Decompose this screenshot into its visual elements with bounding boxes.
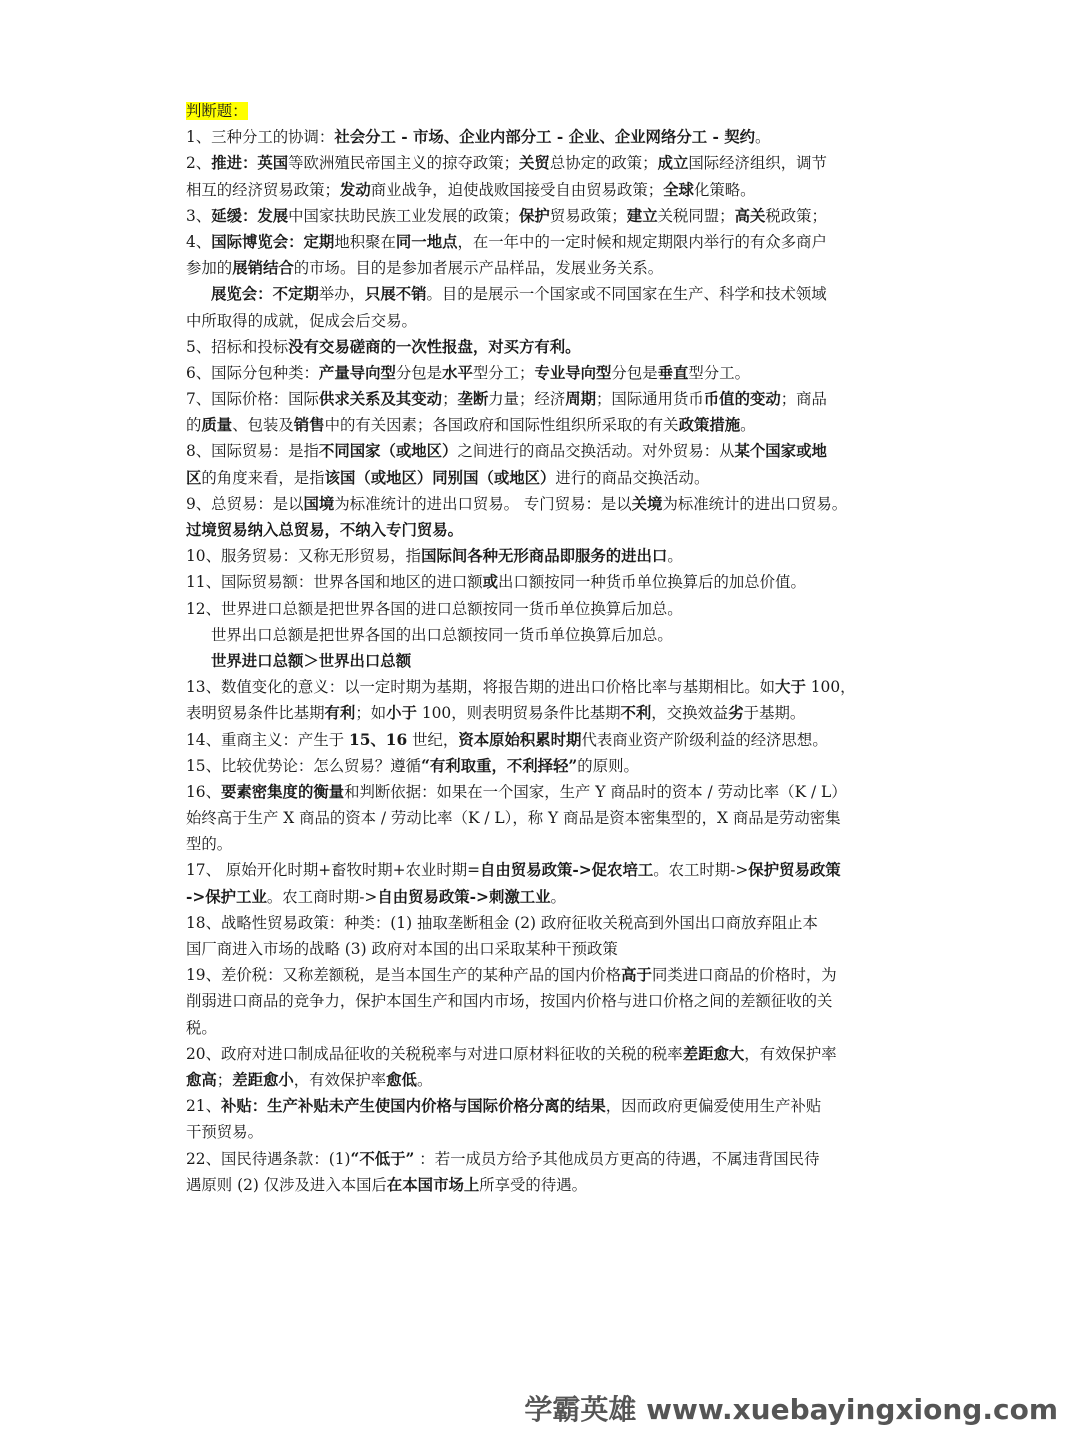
bold-text: 或 [482,573,499,592]
bold-text: 过境贸易纳入总贸易，不纳入专门贸易。 [186,521,464,539]
bold-text: 劣 [728,704,744,723]
bold-text: 只展不销 [364,285,427,304]
text-line [186,308,898,334]
text-segment: 等欧洲殖民帝国主义的掠夺政策； [288,154,520,173]
bold-text: 质量 [201,416,233,435]
bold-text: 垄断 [457,390,489,409]
bold-text: 发动 [339,180,371,199]
text-segment: ；国际通用货币 [596,390,704,409]
text-line [186,988,898,1014]
text-segment: 地积聚在 [334,232,396,251]
bold-text: 高于 [621,966,652,985]
text-line [186,779,898,805]
text-segment: 的角度来看，是指 [201,468,325,487]
text-segment: 。 [667,547,683,566]
text-segment: 。 [550,887,566,906]
text-segment: 中国家扶助民族工业发展的政策； [288,206,520,225]
bold-text: 产量导向型 [318,363,396,382]
bold-text: 展览会：不定期 [211,285,319,304]
bold-text: 社会分工 - 市场、企业内部分工 - 企业、企业网络分工 - 契约 [334,128,756,147]
text-segment: 世纪， [407,730,459,749]
text-segment: 型分工； [472,363,535,382]
text-segment: 同类进口商品的价格时，为 [651,966,837,985]
bold-text: 差距愈大 [682,1044,745,1063]
text-segment: 税政策； [765,206,827,225]
text-segment: 1、三种分工的协调： [186,128,335,147]
document-lines [186,124,898,1198]
bold-text: 小于 [386,704,417,723]
text-segment: 。 [740,416,756,435]
text-segment: 6、国际分包种类： [186,363,319,382]
text-segment: ，因而政府更偏爱使用生产补贴 [605,1097,822,1116]
text-segment: 分包是 [395,363,443,382]
bold-text: 成立 [657,154,689,173]
text-segment: ：若一成员方给予其他成员方更高的待遇，不属违背国民待 [414,1149,820,1168]
bold-text: 国境 [303,494,335,513]
text-segment: 的原则。 [577,756,639,775]
heading-line [186,98,898,124]
text-segment: 中所取得的成就，促成会后交易。 [186,311,417,330]
bold-text: 要素密集度的衡量 [220,782,345,801]
text-segment: 相互的经济贸易政策； [186,180,340,199]
text-line [186,465,898,491]
bold-text: 大于 [775,678,806,697]
text-line [186,229,898,255]
section-heading: 判断题： [186,102,248,120]
text-line [186,177,898,203]
text-segment: 贸易政策； [549,206,627,225]
document-body [186,98,898,1198]
bold-text: 某个国家或地 [734,442,827,461]
text-segment: 分包是 [611,363,658,382]
text-segment: 14、重商主义：产生于 [186,730,349,749]
text-segment: 10、服务贸易：又称无形贸易，指 [186,547,422,566]
text-segment: ； [442,390,458,409]
text-segment: 16、 [186,782,221,801]
text-line [186,1093,898,1119]
bold-text: 垂直 [657,363,689,382]
text-line [186,936,898,962]
text-segment: ； [216,1070,233,1089]
text-segment: 15、比较优势论：怎么贸易？遵循 [186,756,422,775]
text-segment: 税。 [186,1018,217,1037]
text-line [186,622,898,648]
text-segment: 2、 [186,154,212,173]
text-line [186,124,898,150]
text-line [186,648,898,674]
text-segment: 3、 [186,206,212,225]
text-segment: 型分工。 [688,363,750,382]
bold-text: 关境 [631,494,663,513]
text-segment: 代表商业资产阶级利益的经济思想。 [581,730,828,749]
text-segment: 22、国民待遇条款：(1) [186,1149,351,1168]
bold-text: ->保护工业 [186,887,267,906]
text-segment: 。 [416,1070,433,1089]
text-segment: 7、国际价格：国际 [186,390,319,409]
text-line [186,203,898,229]
text-segment: 干预贸易。 [186,1123,263,1142]
bold-text: 展销结合 [232,259,294,278]
text-segment: 出口额按同一种货币单位换算后的加总价值。 [498,573,806,592]
bold-text: 资本原始积累时期 [458,730,582,749]
text-segment: 。目的是展示一个国家或不同国家在生产、科学和技术领域 [426,285,827,304]
text-segment: ，在一年中的一定时候和规定期限内举行的有众多商户 [457,232,827,251]
bold-text: 自由贸易政策->促农培工 [480,861,654,880]
text-segment: ，有效保护率 [293,1070,387,1089]
text-segment: 。 [755,128,771,147]
text-segment: 、包装及 [232,416,294,435]
bold-text: 建立 [626,206,658,225]
bold-text: 差距愈小 [232,1070,294,1089]
text-line [186,1119,898,1145]
text-segment: 型的。 [186,835,233,854]
text-line [186,1172,898,1198]
text-segment: 。农工时期-> [653,861,749,880]
bold-text: 补贴：生产补贴未产生使国内价格与国际价格分离的结果 [220,1097,606,1116]
text-segment: 世界出口总额是把世界各国的出口总额按同一货币单位换算后加总。 [211,625,673,644]
text-line [186,438,898,464]
text-segment: 。农工商时期-> [266,887,378,906]
bold-text: 区 [186,468,202,487]
text-segment: 表明贸易条件比基期 [186,704,325,723]
text-segment: ，交换效益 [651,704,729,723]
text-segment: 化策略。 [693,180,756,199]
text-line [186,491,898,517]
text-segment: 关税同盟； [657,206,735,225]
bold-text: 同一地点 [395,232,458,251]
bold-text: 不利 [620,704,652,723]
bold-text: 周期 [565,390,597,409]
text-segment: ，有效保护率 [744,1044,837,1063]
text-segment: 国厂商进入市场的战略 (3) 政府对本国的出口采取某种干预政策 [186,940,618,958]
text-segment: 11、国际贸易额：世界各国和地区的进口额 [186,573,483,592]
text-segment: 的市场。目的是参加者展示产品样品，发展业务关系。 [293,259,664,278]
text-line [186,255,898,281]
text-segment: 100，则表明贸易条件比基期 [416,704,621,723]
text-line [186,884,898,910]
text-segment: 13、数值变化的意义：以一定时期为基期，将报告期的进出口价格比率与基期相比。如 [186,678,776,697]
text-segment: 所享受的待遇。 [479,1175,587,1194]
text-segment: 进行的商品交换活动。 [555,468,710,487]
bold-text: 没有交易磋商的一次性报盘，对买方有利。 [288,337,581,356]
text-segment: 20、政府对进口制成品征收的关税税率与对进口原材料征收的关税的税率 [186,1044,683,1063]
bold-text: 在本国市场上 [386,1175,480,1194]
text-line [186,360,898,386]
text-segment: ；商品 [780,390,827,409]
text-line [186,412,898,438]
text-line [186,150,898,176]
bold-text: 国际间各种无形商品即服务的进出口 [421,547,668,566]
text-segment: 始终高于生产 X 商品的资本 / 劳动比率（K / L），称 Y 商品是资本密集型的，X 商品是劳动密集 [186,809,841,828]
text-segment: 和判断依据：如果在一个国家，生产 Y 商品时的资本 / 劳动比率（K / L） [344,782,847,801]
bold-text: 15、16 [349,730,408,749]
bold-text: 该国（或地区）同别国（或地区） [324,468,556,487]
text-segment: 之间进行的商品交换活动。对外贸易：从 [457,442,735,461]
text-segment: 为标准统计的进出口贸易。 专门贸易：是以 [334,494,632,513]
text-line [186,1041,898,1067]
text-line [186,386,898,412]
bold-text: 高关 [734,206,766,225]
bold-text: 水平 [442,363,473,382]
text-segment: 8、国际贸易：是指 [186,442,319,461]
text-segment: 商业战争，迫使战败国接受自由贸易政策； [370,180,664,199]
text-segment: 国际经济组织，调节 [688,154,827,173]
bold-text: 不同国家（或地区） [318,442,458,461]
bold-text: 专业导向型 [534,363,612,382]
bold-text: 销售 [293,416,325,435]
text-line [186,805,898,831]
text-segment: 9、总贸易：是以 [186,494,304,513]
text-segment: ；如 [355,704,387,723]
bold-text: 全球 [663,180,694,199]
bold-text: 币值的变动 [703,390,781,409]
bold-text: 政策措施 [678,416,741,435]
text-segment: 总协定的政策； [549,154,658,173]
text-segment: 为标准统计的进出口贸易。 [662,494,848,513]
text-line [186,334,898,360]
bold-text: 国际博览会：定期 [211,232,335,251]
bold-text: 世界进口总额＞世界出口总额 [211,651,412,670]
bold-text: 有利 [324,704,356,723]
text-segment: 遇原则 (2) 仅涉及进入本国后 [186,1175,387,1194]
text-line [186,596,898,622]
text-line [186,281,898,307]
text-line [186,543,898,569]
bold-text: 愈低 [386,1070,417,1089]
bold-text: 自由贸易政策->刺激工业 [377,887,551,906]
text-segment: 举办， [318,285,365,304]
text-segment: 19、差价税：又称差额税，是当本国生产的某种产品的国内价格 [186,966,622,985]
text-line [186,857,898,883]
bold-text: 愈高 [186,1070,217,1089]
text-segment: 参加的 [186,259,233,278]
text-segment: 中的有关因素；各国政府和国际性组织所采取的有关 [324,416,679,435]
text-segment: 21、 [186,1097,221,1116]
text-line [186,910,898,936]
bold-text: 保护 [519,206,550,225]
text-line [186,962,898,988]
bold-text: 关贸 [519,154,550,173]
text-line [186,1015,898,1041]
text-segment: 18、战略性贸易政策：种类：(1) 抽取垄断租金 (2) 政府征收关税高到外国出口商放弃阻止本 [186,913,818,932]
text-line [186,1146,898,1172]
text-segment: 力量；经济 [488,390,566,409]
text-line [186,1067,898,1093]
text-line [186,727,898,753]
text-line [186,700,898,726]
text-segment: 4、 [186,232,212,251]
bold-text: “不低于” [350,1149,415,1168]
text-segment: 5、招标和投标 [186,337,289,356]
text-line [186,569,898,595]
text-segment: 12、世界进口总额是把世界各国的进口总额按同一货币单位换算后加总。 [186,599,683,618]
text-segment: 100， [805,678,856,697]
bold-text: “有利取重，不利择轻” [421,756,578,775]
text-line [186,517,898,543]
text-line [186,831,898,857]
text-line [186,674,898,700]
watermark: 学霸英雄 www.xuebayingxiong.com [524,1393,1058,1426]
text-segment: 17、 原始开化时期+畜牧时期+农业时期= [186,861,481,880]
bold-text: 供求关系及其变动 [318,390,443,409]
text-line [186,753,898,779]
text-segment: 削弱进口商品的竞争力，保护本国生产和国内市场，按国内价格与进口价格之间的差额征收的关 [186,992,833,1011]
text-segment: 的 [186,416,202,435]
bold-text: 推进：英国 [211,154,289,173]
bold-text: 延缓：发展 [211,206,289,225]
text-segment: 于基期。 [743,704,806,723]
bold-text: 保护贸易政策 [748,861,841,880]
